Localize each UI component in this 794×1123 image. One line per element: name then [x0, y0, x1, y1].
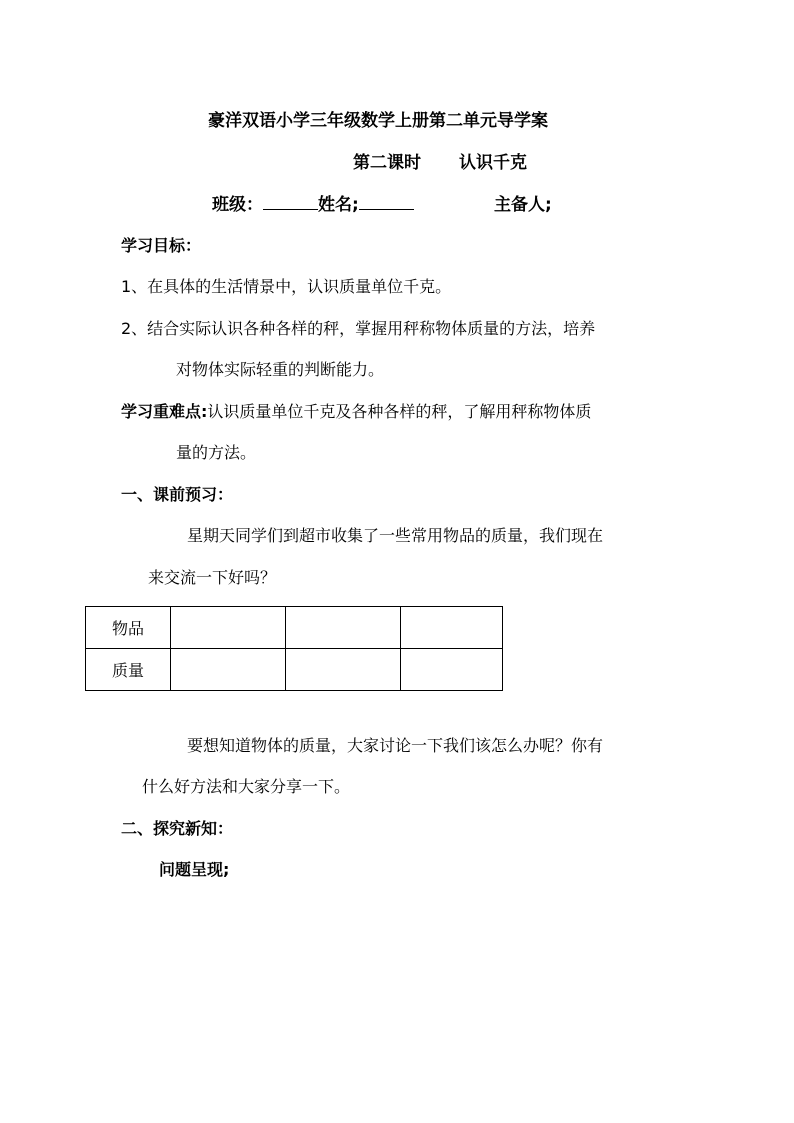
- page-title: 豪洋双语小学三年级数学上册第二单元导学案: [208, 111, 548, 131]
- objective-item-2-line-1: 2、结合实际认识各种各样的秤，掌握用秤称物体质量的方法，培养: [121, 319, 596, 338]
- row-header-mass: 质量: [86, 649, 171, 691]
- class-label: 班级：: [212, 195, 263, 215]
- preparer-label: 主备人;: [494, 195, 552, 215]
- table-cell[interactable]: [401, 607, 503, 649]
- table-cell[interactable]: [171, 607, 286, 649]
- lesson-number: 第二课时: [353, 153, 421, 173]
- discussion-line-2: 什么好方法和大家分享一下。: [142, 777, 351, 796]
- preview-heading: 一、课前预习：: [121, 485, 234, 504]
- explore-subheading: 问题呈现;: [159, 860, 230, 879]
- info-line: [212, 190, 414, 215]
- table-row: [86, 607, 503, 649]
- key-points-line-1: [121, 399, 591, 422]
- name-label: 姓名;: [318, 195, 359, 215]
- objective-item-2-line-2: 对物体实际轻重的判断能力。: [176, 360, 385, 379]
- lesson-name: 认识千克: [459, 153, 527, 173]
- name-blank[interactable]: [359, 193, 414, 210]
- key-points-text: 认识质量单位千克及各种各样的秤，了解用秤称物体质: [207, 402, 592, 421]
- discussion-line-1: 要想知道物体的质量，大家讨论一下我们该怎么办呢？你有: [187, 736, 604, 755]
- class-blank[interactable]: [263, 193, 318, 210]
- item-mass-table: [85, 606, 503, 691]
- preview-paragraph-line-2: 来交流一下好吗？: [148, 568, 277, 587]
- table-cell[interactable]: [286, 607, 401, 649]
- key-points-label: 学习重难点:: [121, 402, 208, 421]
- table-row: [86, 649, 503, 691]
- table-cell[interactable]: [401, 649, 503, 691]
- objective-item-1: 1、在具体的生活情景中，认识质量单位千克。: [121, 277, 452, 296]
- table-cell[interactable]: [286, 649, 401, 691]
- key-points-line-2: 量的方法。: [176, 443, 257, 462]
- preview-paragraph-line-1: 星期天同学们到超市收集了一些常用物品的质量，我们现在: [187, 526, 604, 545]
- explore-heading: 二、探究新知：: [121, 819, 234, 838]
- table-cell[interactable]: [171, 649, 286, 691]
- objectives-heading: 学习目标：: [121, 236, 202, 255]
- row-header-item: 物品: [86, 607, 171, 649]
